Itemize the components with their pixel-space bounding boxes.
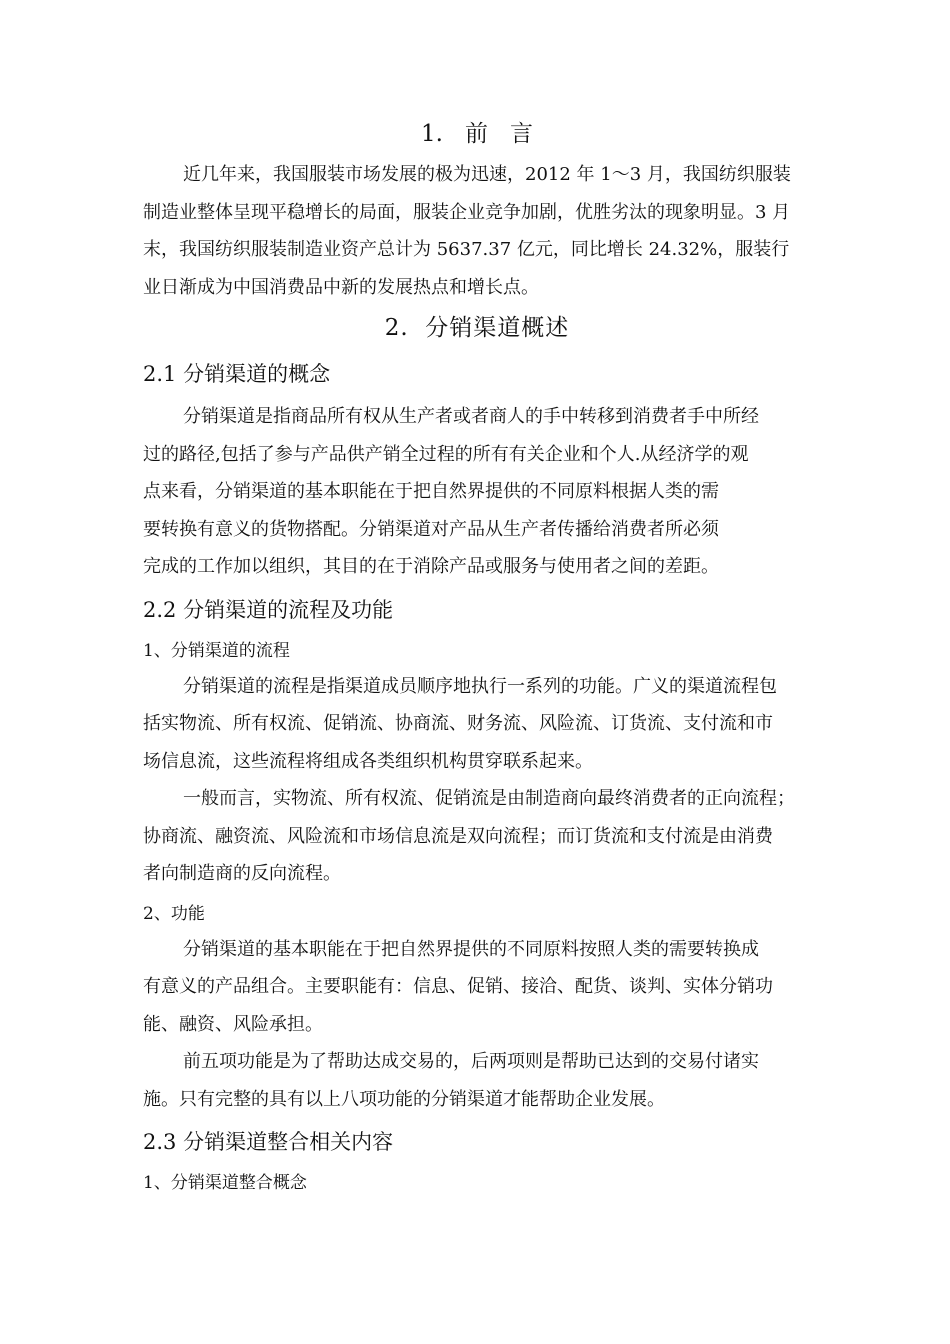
paragraph-line: 者向制造商的反向流程。 bbox=[143, 863, 341, 884]
subsection-heading-2-1: 2.1 分销渠道的概念 bbox=[143, 362, 331, 386]
paragraph-line: 点来看，分销渠道的基本职能在于把自然界提供的不同原料根据人类的需 bbox=[143, 481, 719, 502]
paragraph-line: 要转换有意义的货物搭配。分销渠道对产品从生产者传播给消费者所必须 bbox=[143, 518, 719, 540]
section-heading-overview: 2. 分销渠道概述 bbox=[384, 315, 570, 341]
paragraph-line: 有意义的产品组合。主要职能有：信息、促销、接洽、配货、谈判、实体分销功 bbox=[143, 976, 773, 997]
paragraph-line: 业日渐成为中国消费品中新的发展热点和增长点。 bbox=[143, 276, 539, 298]
paragraph-line: 过的路径,包括了参与产品供产销全过程的所有有关企业和个人.从经济学的观 bbox=[143, 443, 749, 465]
subsection-heading-2-3: 2.3 分销渠道整合相关内容 bbox=[143, 1130, 394, 1154]
item-heading-function: 2、功能 bbox=[143, 903, 205, 924]
flow-paragraph-2 bbox=[143, 780, 811, 893]
paragraph-line: 协商流、融资流、风险流和市场信息流是双向流程；而订货流和支付流是由消费 bbox=[143, 825, 773, 847]
paragraph-line: 制造业整体呈现平稳增长的局面，服装企业竞争加剧，优胜劣汰的现象明显。3 月 bbox=[143, 201, 791, 223]
paragraph-line: 分销渠道的基本职能在于把自然界提供的不同原料按照人类的需要转换成 bbox=[183, 938, 759, 960]
concept-paragraph bbox=[143, 398, 811, 586]
function-paragraph-2 bbox=[143, 1043, 811, 1118]
item-heading-flow: 1、分销渠道的流程 bbox=[143, 640, 290, 661]
document-body bbox=[143, 112, 811, 1200]
paragraph-line: 场信息流，这些流程将组成各类组织机构贯穿联系起来。 bbox=[143, 750, 593, 772]
paragraph-line: 分销渠道的流程是指渠道成员顺序地执行一系列的功能。广义的渠道流程包 bbox=[183, 675, 777, 697]
paragraph-line: 近几年来，我国服装市场发展的极为迅速，2012 年 1～3 月，我国纺织服装 bbox=[183, 164, 791, 185]
paragraph-line: 施。只有完整的具有以上八项功能的分销渠道才能帮助企业发展。 bbox=[143, 1088, 665, 1110]
paragraph-line: 能、融资、风险承担。 bbox=[143, 1013, 323, 1035]
heading-char-2: 言 bbox=[509, 121, 533, 147]
paragraph-line: 分销渠道是指商品所有权从生产者或者商人的手中转移到消费者手中所经 bbox=[183, 406, 759, 427]
flow-paragraph-1 bbox=[143, 668, 811, 781]
heading-number: 1. bbox=[421, 121, 443, 147]
preface-paragraph bbox=[143, 156, 811, 306]
function-paragraph-1 bbox=[143, 931, 811, 1044]
item-heading-integration-concept: 1、分销渠道整合概念 bbox=[143, 1173, 307, 1193]
heading-char-1: 前 bbox=[464, 121, 488, 147]
subsection-heading-2-2: 2.2 分销渠道的流程及功能 bbox=[143, 597, 394, 622]
paragraph-line: 完成的工作加以组织，其目的在于消除产品或服务与使用者之间的差距。 bbox=[143, 556, 719, 577]
paragraph-line: 前五项功能是为了帮助达成交易的，后两项则是帮助已达到的交易付诸实 bbox=[183, 1051, 759, 1072]
paragraph-line: 末，我国纺织服装制造业资产总计为 5637.37 亿元，同比增长 24.32%，服装行 bbox=[143, 239, 790, 260]
section-heading-preface bbox=[143, 112, 811, 156]
paragraph-line: 括实物流、所有权流、促销流、协商流、财务流、风险流、订货流、支付流和市 bbox=[143, 713, 773, 734]
paragraph-line: 一般而言，实物流、所有权流、促销流是由制造商向最终消费者的正向流程； bbox=[183, 788, 795, 809]
